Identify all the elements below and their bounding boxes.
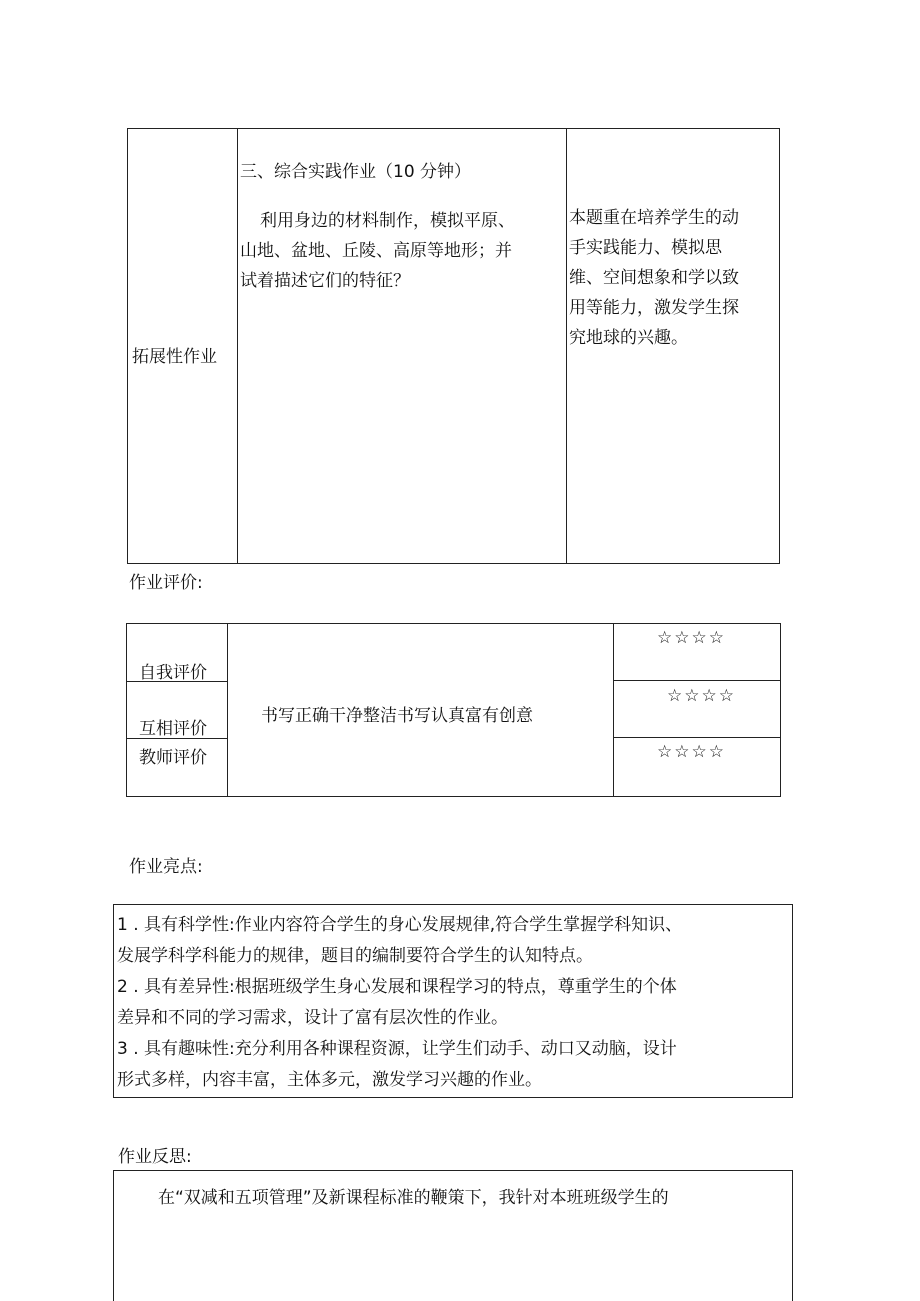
row-label: 拓展性作业 bbox=[132, 347, 217, 367]
teacher-eval-label: 教师评价 bbox=[139, 748, 207, 768]
peer-eval-label: 互相评价 bbox=[139, 719, 207, 739]
task-title: 三、综合实践作业（10 分钟） bbox=[240, 162, 472, 182]
design-intent: 本题重在培养学生的动 手实践能力、模拟思 维、空间想象和学以致 用等能力，激发学生探 究地球的兴趣。 bbox=[569, 208, 739, 348]
evaluation-heading: 作业评价: bbox=[129, 573, 203, 593]
task-body: 利用身边的材料制作，模拟平原、 山地、盆地、丘陵、高原等地形；并 试着描述它们的特征？ bbox=[240, 211, 515, 291]
self-eval-label: 自我评价 bbox=[139, 663, 207, 683]
highlight-line: 2 . 具有差异性:根据班级学生身心发展和课程学习的特点，尊重学生的个体 bbox=[117, 977, 677, 997]
highlight-line: 形式多样，内容丰富，主体多元，激发学习兴趣的作业。 bbox=[117, 1070, 542, 1090]
evaluation-criteria: 书写正确干净整洁书写认真富有创意 bbox=[261, 706, 533, 726]
highlight-line: 发展学科学科能力的规律，题目的编制要符合学生的认知特点。 bbox=[117, 946, 593, 966]
highlight-line: 1 . 具有科学性:作业内容符合学生的身心发展规律,符合学生掌握学科知识、 bbox=[117, 915, 683, 935]
reflection-text: 在“双减和五项管理”及新课程标准的鞭策下，我针对本班班级学生的 bbox=[158, 1188, 669, 1208]
peer-eval-stars: ☆☆☆☆ bbox=[667, 686, 736, 706]
reflection-heading: 作业反思: bbox=[118, 1147, 192, 1167]
teacher-eval-stars: ☆☆☆☆ bbox=[657, 742, 726, 762]
highlights-lines bbox=[117, 910, 789, 1096]
self-eval-stars: ☆☆☆☆ bbox=[657, 628, 726, 648]
highlight-line: 3 . 具有趣味性:充分利用各种课程资源，让学生们动手、动口又动脑，设计 bbox=[117, 1039, 677, 1059]
highlight-line: 差异和不同的学习需求，设计了富有层次性的作业。 bbox=[117, 1008, 508, 1028]
highlights-heading: 作业亮点: bbox=[129, 857, 203, 877]
